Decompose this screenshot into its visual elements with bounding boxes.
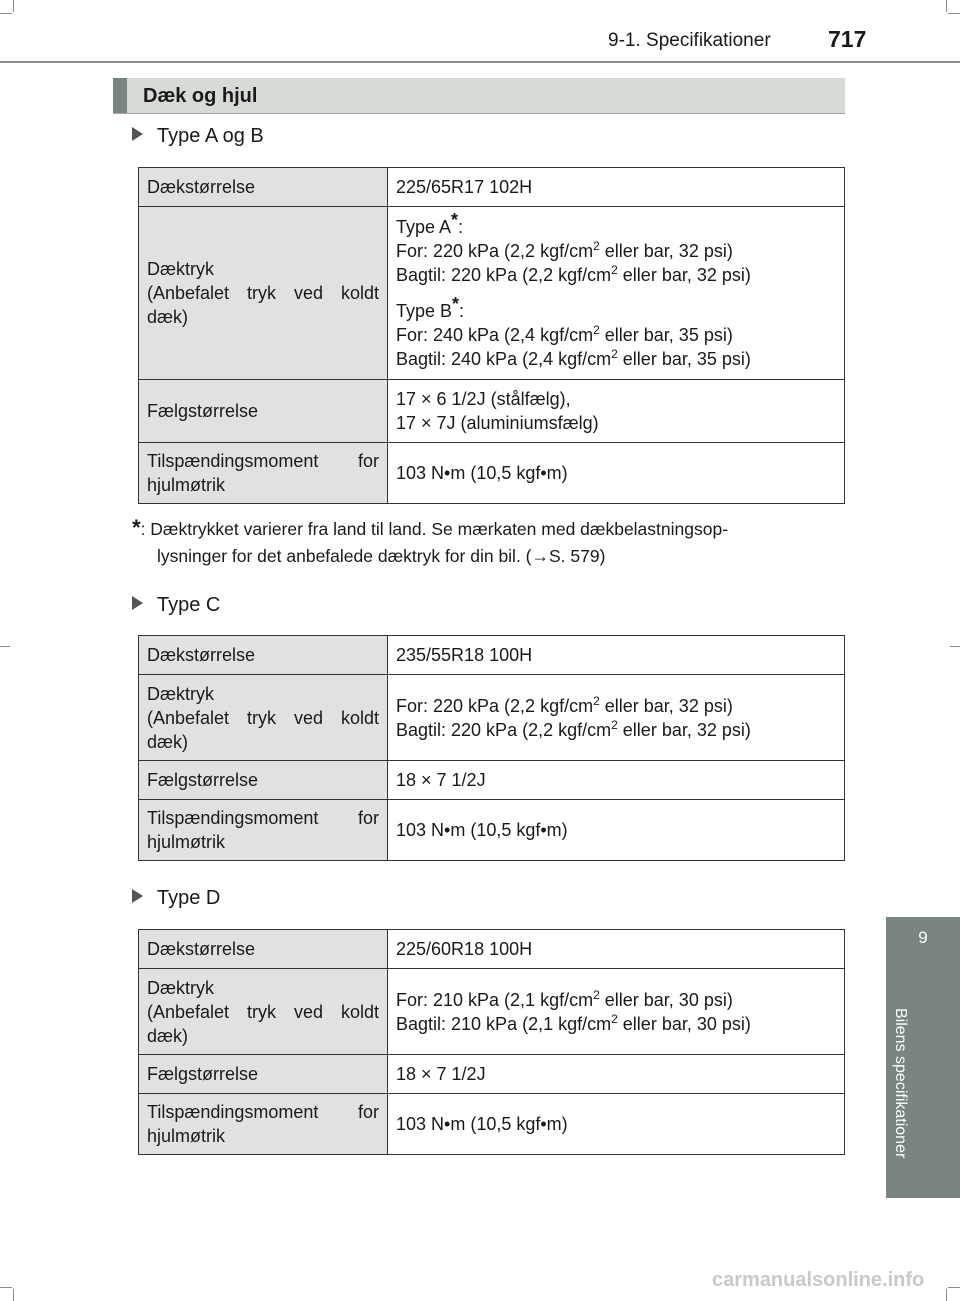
table-cell-label	[139, 675, 388, 761]
subheading-type-d	[132, 887, 220, 910]
crop-mark	[0, 1287, 12, 1288]
table-row	[139, 380, 845, 443]
crop-mark	[950, 646, 960, 647]
section-title-bar	[113, 78, 845, 114]
crop-mark	[13, 0, 14, 12]
rim-value-line: 17 × 6 1/2J (stålfælg),	[396, 389, 571, 409]
table-cell-label: Tilspændingsmoment for hjulmøtrik	[139, 800, 388, 861]
table-row	[139, 1055, 845, 1094]
subheading-text: Type D	[157, 887, 221, 909]
table-cell-label: Dækstørrelse	[139, 930, 388, 969]
table-cell-label	[139, 207, 388, 380]
pressure-label-line: (Anbefalet tryk ved koldt dæk)	[147, 1001, 379, 1046]
subheading-type-ab	[132, 125, 264, 148]
triangle-bullet-icon	[132, 127, 143, 141]
type-a-label: Type A*:	[396, 210, 464, 237]
table-row	[139, 800, 845, 861]
table-cell-label: Fælgstørrelse	[139, 1055, 388, 1094]
subheading-text: Type A og B	[157, 125, 264, 147]
crop-mark	[0, 646, 10, 647]
crop-mark	[946, 0, 947, 12]
chapter-number: 9	[918, 928, 928, 947]
type-a-rear: Bagtil: 220 kPa (2,2 kgf/$cm^2$ eller bar, 32 psi)	[396, 263, 751, 285]
triangle-bullet-icon	[132, 596, 143, 610]
subheading-text: Type C	[157, 594, 221, 616]
pressure-label-line: Dæktryk	[147, 259, 214, 279]
table-cell-label: Dækstørrelse	[139, 168, 388, 207]
footnote-star: *	[132, 515, 141, 540]
table-cell-value: 235/55R18 100H	[388, 636, 845, 675]
spec-table-type-c	[138, 635, 845, 861]
table-cell-value	[388, 380, 845, 443]
pressure-label-line: (Anbefalet tryk ved koldt dæk)	[147, 707, 379, 752]
table-cell-value: 103 N•m (10,5 kgf•m)	[388, 443, 845, 504]
table-cell-label: Dækstørrelse	[139, 636, 388, 675]
table-cell-label: Fælgstørrelse	[139, 380, 388, 443]
crop-mark	[948, 13, 960, 14]
watermark: carmanualsonline.info	[712, 1269, 925, 1291]
table-row	[139, 969, 845, 1055]
table-cell-value: 225/60R18 100H	[388, 930, 845, 969]
table-cell-value	[388, 675, 845, 761]
pressure-rear: Bagtil: 210 kPa (2,1 kgf/$cm^2$ eller bar, 30 psi)	[396, 1011, 751, 1034]
table-cell-value: 103 N•m (10,5 kgf•m)	[388, 1094, 845, 1155]
crop-mark	[946, 1289, 947, 1301]
table-cell-value: 18 × 7 1/2J	[388, 761, 845, 800]
crop-mark	[0, 13, 12, 14]
table-cell-label: Tilspændingsmoment for hjulmøtrik	[139, 443, 388, 504]
rim-value-line: 17 × 7J (aluminiumsfælg)	[396, 413, 599, 433]
table-cell-value: 225/65R17 102H	[388, 168, 845, 207]
table-cell-label: Fælgstørrelse	[139, 761, 388, 800]
footnote	[132, 514, 852, 570]
section-title-accent	[113, 78, 127, 113]
page-number: 717	[828, 26, 867, 52]
section-title: Dæk og hjul	[143, 85, 258, 107]
table-row	[139, 761, 845, 800]
crop-mark	[13, 1289, 14, 1301]
table-row	[139, 168, 845, 207]
table-cell-value: 18 × 7 1/2J	[388, 1055, 845, 1094]
table-cell-value	[388, 969, 845, 1055]
spec-table-type-d	[138, 929, 845, 1155]
subheading-type-c	[132, 594, 220, 617]
pressure-label-line: (Anbefalet tryk ved koldt dæk)	[147, 283, 379, 327]
header-divider	[0, 61, 960, 63]
table-cell-label: Tilspændingsmoment for hjulmøtrik	[139, 1094, 388, 1155]
table-cell-value: 103 N•m (10,5 kgf•m)	[388, 800, 845, 861]
footnote-line: *: Dæktrykket varierer fra land til land. Se mærkaten med dækbelastningsop-	[132, 515, 729, 540]
type-b-front: For: 240 kPa (2,4 kgf/$cm^2$ eller bar, 35 psi)	[396, 323, 733, 345]
pressure-front: For: 220 kPa (2,2 kgf/$cm^2$ eller bar, 32 psi)	[396, 693, 733, 716]
pressure-label-line: Dæktryk	[147, 977, 214, 998]
table-row	[139, 207, 845, 380]
triangle-bullet-icon	[132, 889, 143, 903]
crop-mark	[948, 1287, 960, 1288]
footnote-line: lysninger for det anbefalede dæktryk for din bil. (→S. 579)	[157, 546, 606, 566]
pressure-rear: Bagtil: 220 kPa (2,2 kgf/$cm^2$ eller bar, 32 psi)	[396, 717, 751, 740]
table-row	[139, 675, 845, 761]
table-row	[139, 930, 845, 969]
table-cell-label	[139, 969, 388, 1055]
table-row	[139, 636, 845, 675]
spec-table-type-ab	[138, 167, 845, 504]
chapter-label: Bilens specifikationer	[892, 1008, 909, 1159]
pressure-label-line: Dæktryk	[147, 683, 214, 704]
pressure-front: For: 210 kPa (2,1 kgf/$cm^2$ eller bar, 30 psi)	[396, 987, 733, 1010]
type-b-label: Type B*:	[396, 294, 465, 321]
table-row	[139, 443, 845, 504]
table-cell-value	[388, 207, 845, 380]
type-a-front: For: 220 kPa (2,2 kgf/$cm^2$ eller bar, 32 psi)	[396, 239, 733, 261]
header-section-title: 9-1. Specifikationer	[608, 30, 771, 51]
table-row	[139, 1094, 845, 1155]
type-b-rear: Bagtil: 240 kPa (2,4 kgf/$cm^2$ eller bar, 35 psi)	[396, 347, 751, 369]
